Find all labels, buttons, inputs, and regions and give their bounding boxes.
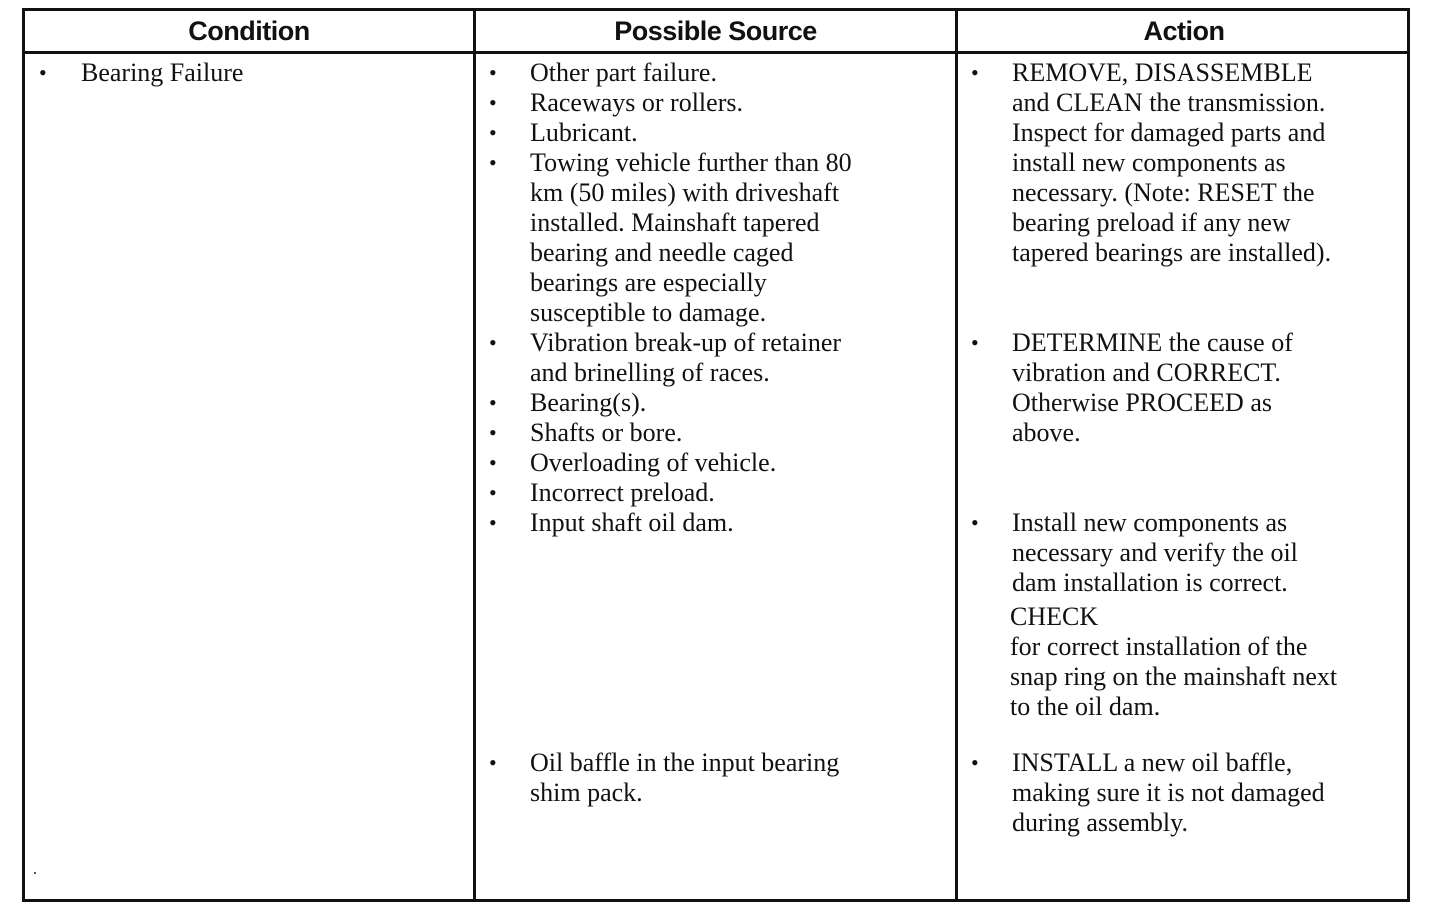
bullet-icon: • xyxy=(489,750,497,775)
source-text: Lubricant. xyxy=(530,118,638,147)
bullet-icon: • xyxy=(489,450,497,475)
header-possible-source: Possible Source xyxy=(614,15,817,46)
source-item xyxy=(489,748,949,808)
action-text: REMOVE, DISASSEMBLE and CLEAN the transmission. Inspect for damaged parts and install new components as necessary. (Note: RESET the bearing preload if any new tapered bearings are installed). xyxy=(1012,58,1332,267)
column-divider-2 xyxy=(955,11,958,899)
source-text: Incorrect preload. xyxy=(530,478,715,507)
header-action: Action xyxy=(1143,15,1225,46)
bullet-icon: • xyxy=(489,480,497,505)
source-item xyxy=(489,58,949,88)
source-text: Other part failure. xyxy=(530,58,717,87)
bullet-icon: • xyxy=(971,60,979,85)
source-item xyxy=(489,478,949,508)
action-check-keyword: CHECK xyxy=(1010,602,1099,631)
bullet-icon: • xyxy=(489,420,497,445)
source-text: Vibration break-up of retainer and brinelling of races. xyxy=(530,328,842,387)
bullet-icon: • xyxy=(971,330,979,355)
bullet-icon: • xyxy=(489,390,497,415)
bullet-icon: • xyxy=(39,60,47,85)
source-item xyxy=(489,118,949,148)
bullet-icon: • xyxy=(971,510,979,535)
source-text: Input shaft oil dam. xyxy=(530,508,734,537)
action-item xyxy=(971,58,1405,268)
source-text: Raceways or rollers. xyxy=(530,88,743,117)
source-text: Shafts or bore. xyxy=(530,418,683,447)
troubleshooting-table xyxy=(22,8,1410,902)
condition-text: Bearing Failure xyxy=(81,58,244,87)
bullet-icon: • xyxy=(971,750,979,775)
source-text: Oil baffle in the input bearing shim pack. xyxy=(530,748,840,807)
bullet-icon: • xyxy=(489,90,497,115)
bullet-icon: • xyxy=(489,330,497,355)
source-text: Towing vehicle further than 80 km (50 miles) with driveshaft installed. Mainshaft tapered bearing and needle caged bearings are especially susceptible to damage. xyxy=(530,148,852,327)
bullet-icon: • xyxy=(489,60,497,85)
column-divider-1 xyxy=(473,11,476,899)
source-item xyxy=(489,328,949,388)
header-divider xyxy=(25,51,1407,54)
source-text: Bearing(s). xyxy=(530,388,647,417)
condition-item xyxy=(39,58,459,88)
action-text: Install new components as necessary and verify the oil dam installation is correct. xyxy=(1012,508,1298,597)
bullet-icon: • xyxy=(489,510,497,535)
bullet-icon: • xyxy=(489,150,497,175)
source-item xyxy=(489,148,949,328)
source-text: Overloading of vehicle. xyxy=(530,448,777,477)
source-item xyxy=(489,508,949,538)
action-text: DETERMINE the cause of vibration and CORRECT. Otherwise PROCEED as above. xyxy=(1012,328,1293,447)
source-item xyxy=(489,448,949,478)
header-condition: Condition xyxy=(188,15,310,46)
action-check-text: for correct installation of the snap ring on the mainshaft next to the oil dam. xyxy=(1010,632,1338,721)
action-item xyxy=(971,328,1405,448)
scan-speck xyxy=(34,872,36,874)
bullet-icon: • xyxy=(489,120,497,145)
source-item xyxy=(489,88,949,118)
source-item xyxy=(489,418,949,448)
action-item xyxy=(971,748,1405,838)
action-text: INSTALL a new oil baffle, making sure it is not damaged during assembly. xyxy=(1012,748,1325,837)
action-item xyxy=(971,508,1405,722)
source-item xyxy=(489,388,949,418)
